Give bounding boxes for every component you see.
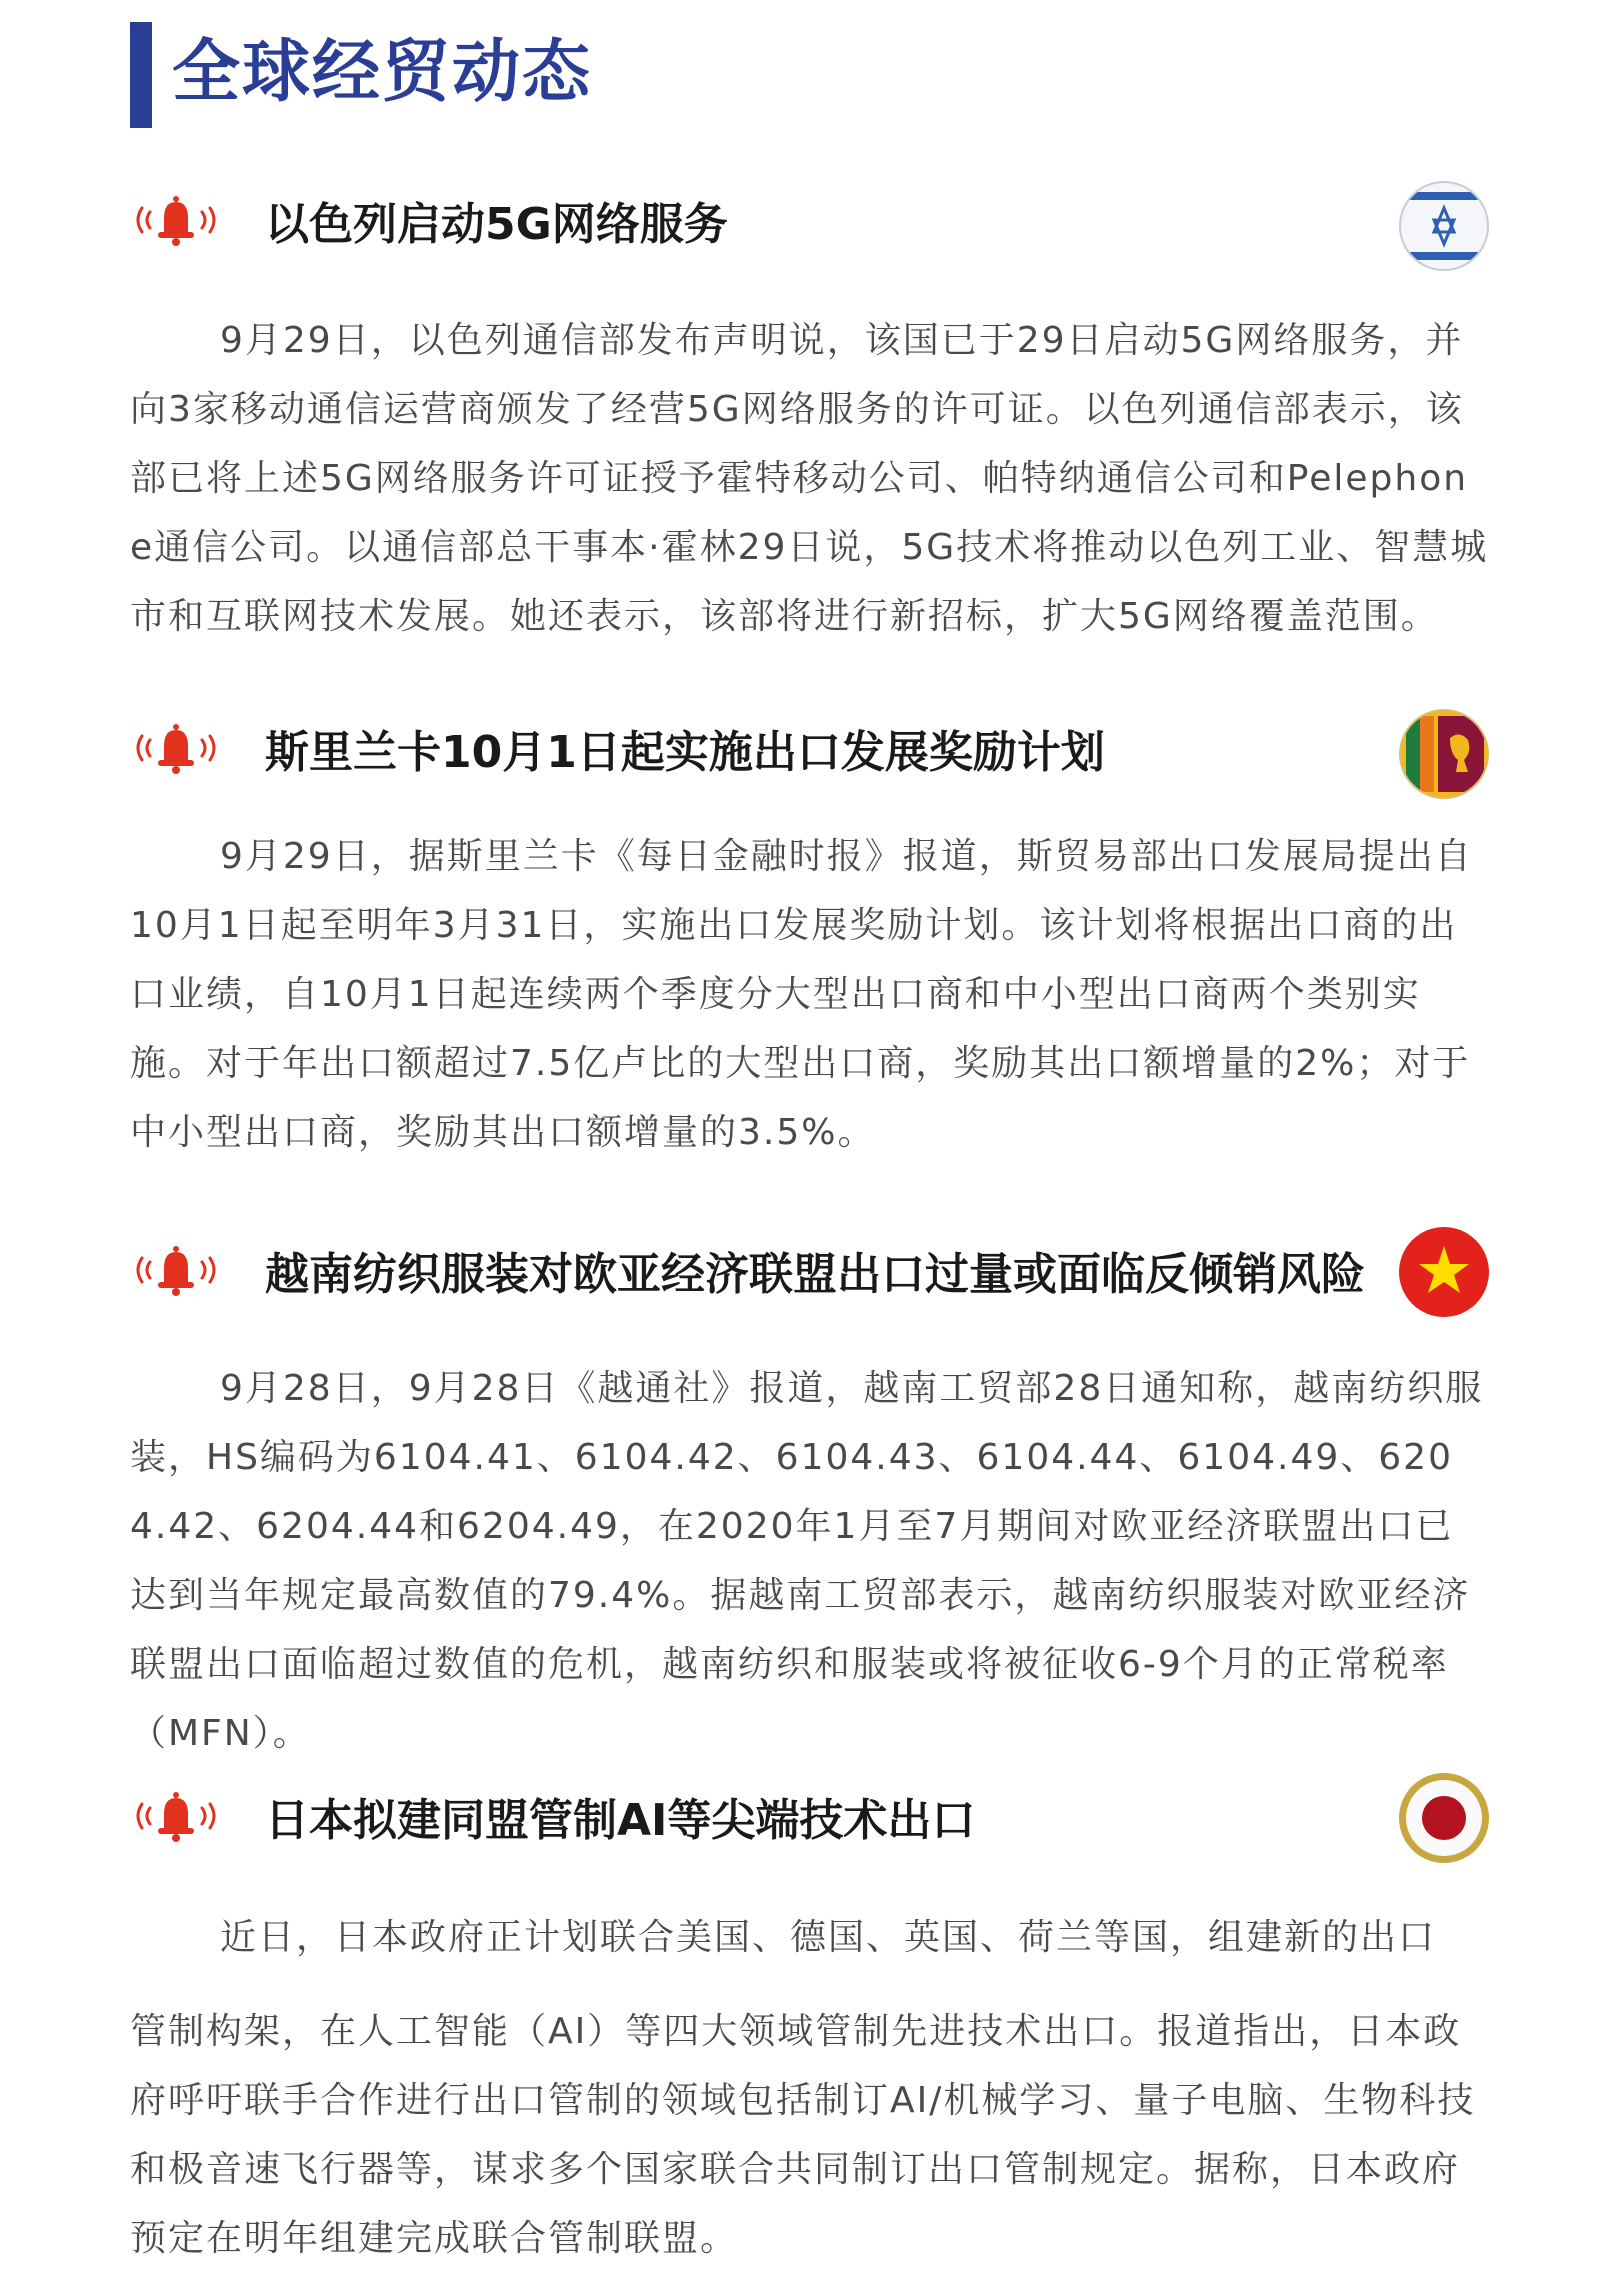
section-paragraph: 9月28日，9月28日《越通社》报道，越南工贸部28日通知称，越南纺织服装，HS编码为6104.41、6104.42、6104.43、6104.44、6104.49、6204.42、6204.44和6204.49，在2020年1月至7月期间对欧亚经济联盟出口已达到当年规定最高数值的79.4%。据越南工贸部表示，越南纺织服装对欧亚经济联盟出口面临超过数值的危机，越南纺织和服装或将被征收6-9个月的正常税率（MFN）。 [130, 1368, 1484, 1754]
sri-lanka-flag-icon [1398, 708, 1490, 800]
section-title: 日本拟建同盟管制AI等尖端技术出口 [265, 1795, 976, 1846]
bell-icon [128, 1786, 224, 1846]
section-title: 越南纺织服装对欧亚经济联盟出口过量或面临反倾销风险 [265, 1249, 1365, 1300]
section-paragraph: 9月29日，以色列通信部发布声明说，该国已于29日启动5G网络服务，并向3家移动通信运营商颁发了经营5G网络服务的许可证。以色列通信部表示，该部已将上述5G网络服务许可证授予霍特移动公司、帕特纳通信公司和Pelephone通信公司。以通信部总干事本·霍林29日说，5G技术将推动以色列工业、智慧城市和互联网技术发展。她还表示，该部将进行新招标，扩大5G网络覆盖范围。 [130, 320, 1489, 637]
bell-icon [128, 1240, 224, 1300]
section-title: 以色列启动5G网络服务 [265, 199, 728, 250]
bell-icon [128, 190, 224, 250]
section-paragraph: 管制构架，在人工智能（AI）等四大领域管制先进技术出口。报道指出，日本政府呼吁联手合作进行出口管制的领域包括制订AI/机械学习、量子电脑、生物科技和极音速飞行器等，谋求多个国家联合共同制订出口管制规定。据称，日本政府预定在明年组建完成联合管制联盟。 [130, 2011, 1476, 2259]
section-paragraph: 近日，日本政府正计划联合美国、德国、英国、荷兰等国，组建新的出口 [220, 1917, 1437, 1958]
header-accent-bar [130, 22, 152, 128]
section-paragraph: 9月29日，据斯里兰卡《每日金融时报》报道，斯贸易部出口发展局提出自10月1日起至明年3月31日，实施出口发展奖励计划。该计划将根据出口商的出口业绩，自10月1日起连续两个季度分大型出口商和中小型出口商两个类别实施。对于年出口额超过7.5亿卢比的大型出口商，奖励其出口额增量的2%；对于中小型出口商，奖励其出口额增量的3.5%。 [130, 836, 1473, 1153]
japan-flag-icon [1398, 1772, 1490, 1864]
israel-flag-icon [1398, 180, 1490, 272]
page-title: 全球经贸动态 [172, 33, 593, 112]
section-title: 斯里兰卡10月1日起实施出口发展奖励计划 [265, 727, 1105, 778]
vietnam-flag-icon [1398, 1226, 1490, 1318]
bell-icon [128, 718, 224, 778]
